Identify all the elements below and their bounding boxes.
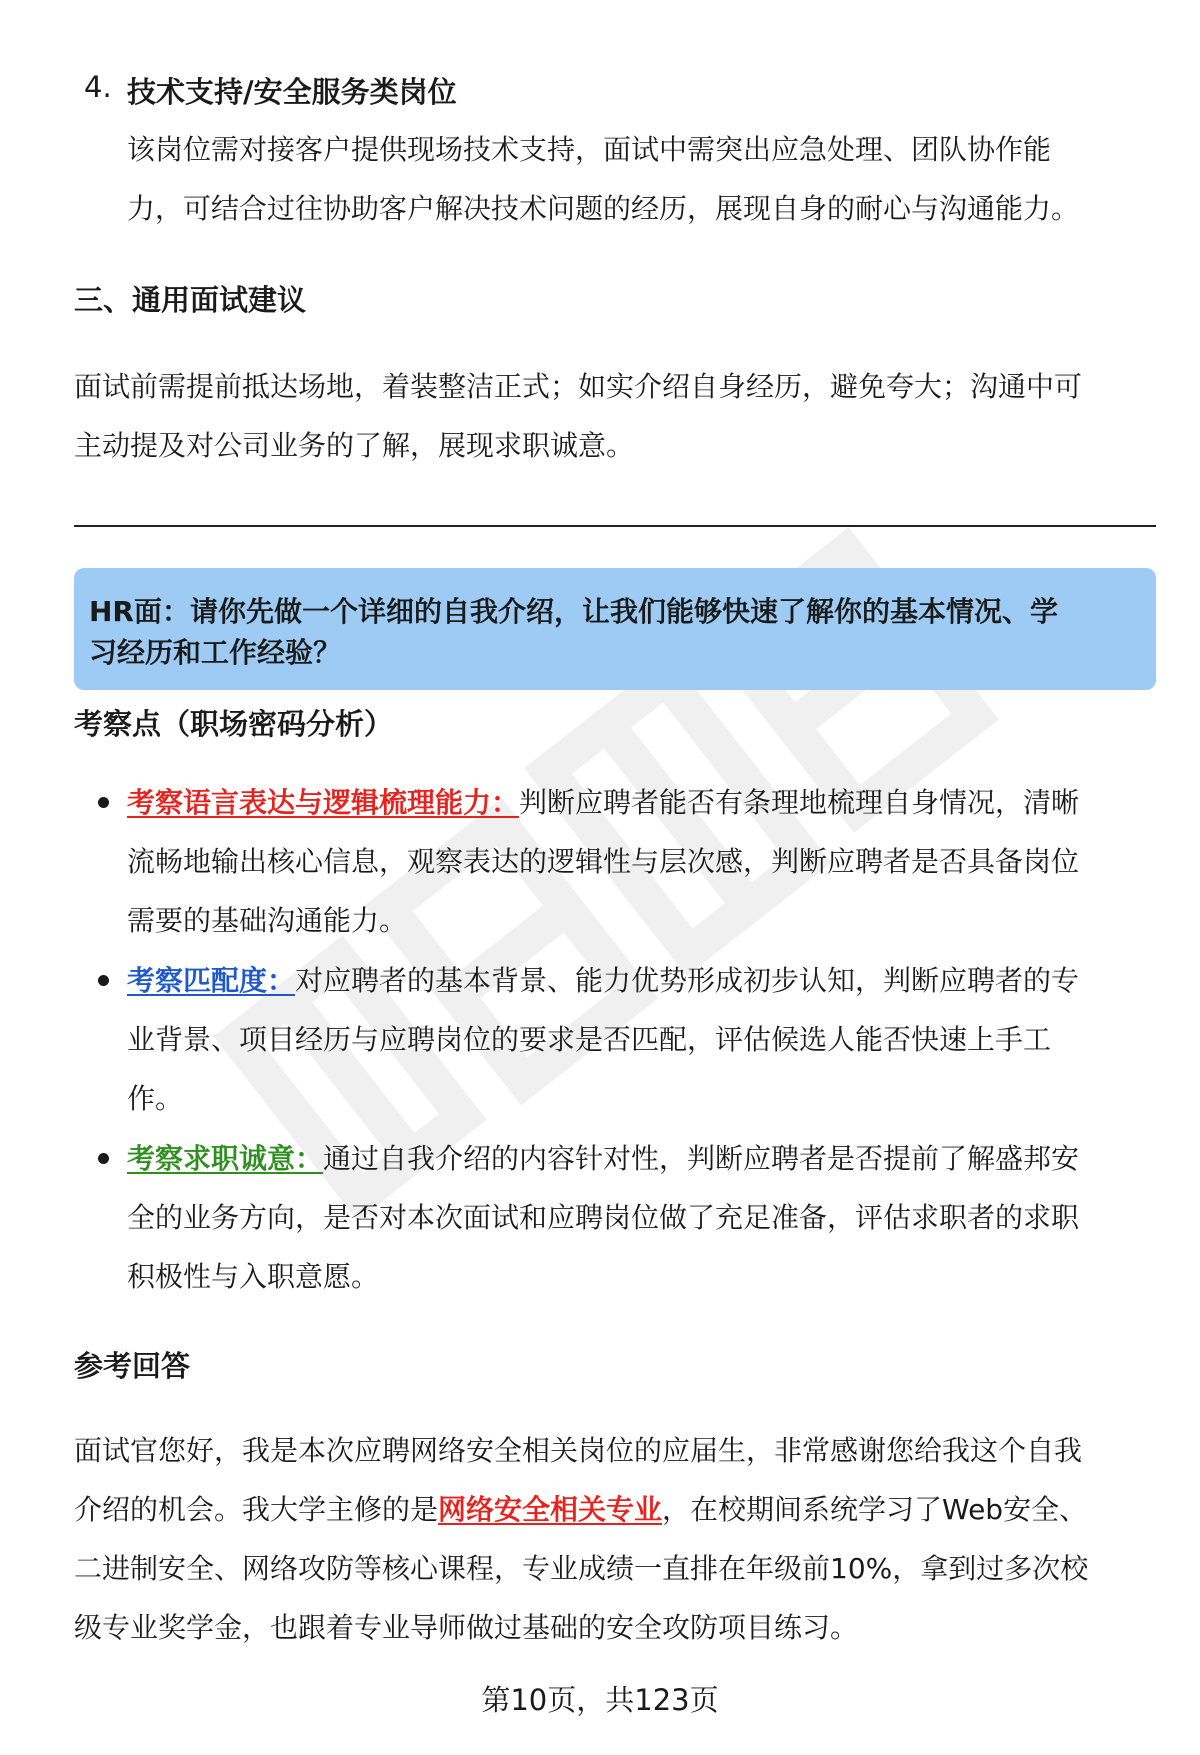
section3-line-2: 主动提及对公司业务的了解，展现求职诚意。 [74,429,635,462]
reference-line-2-after: ，在校期间系统学习了Web安全、 [662,1493,1088,1526]
bullet-1-keyword: 考察语言表达与逻辑梳理能力： [127,786,520,819]
section-divider [74,525,1156,527]
hr-question-line-1: HR面：请你先做一个详细的自我介绍，让我们能够快速了解你的基本情况、学 [89,595,1058,628]
bullet-2-line-2: 业背景、项目经历与应聘岗位的要求是否匹配，评估候选人能否快速上手工 [127,1023,1052,1056]
hr-question-line-2: 习经历和工作经验？ [89,636,342,669]
bullet-1-line-1 [127,773,1079,832]
bullet-dot [98,797,109,808]
section3-line-1: 面试前需提前抵达场地，着装整洁正式；如实介绍自身经历，避免夸大；沟通中可 [74,370,1083,403]
bullet-2-text: 对应聘者的基本背景、能力优势形成初步认知，判断应聘者的专 [295,964,1080,997]
bullet-2-line-3: 作。 [127,1082,184,1115]
analysis-title: 考察点（职场密码分析） [74,707,394,741]
section4-title: 技术支持/安全服务类岗位 [127,75,457,109]
hr-question-box [74,568,1156,690]
reference-line-4: 级专业奖学金，也跟着专业导师做过基础的安全攻防项目练习。 [74,1611,859,1644]
section3-title: 三、通用面试建议 [74,283,307,317]
section4-line-2: 力，可结合过往协助客户解决技术问题的经历，展现自身的耐心与沟通能力。 [127,192,1080,225]
bullet-3-line-1 [127,1129,1079,1188]
bullet-2-line-1 [127,951,1079,1010]
reference-line-2-before: 介绍的机会。我大学主修的是 [74,1493,439,1526]
bullet-1-text: 判断应聘者能否有条理地梳理自身情况，清晰 [519,786,1080,819]
reference-highlight: 网络安全相关专业 [438,1493,663,1526]
section4-line-1: 该岗位需对接客户提供现场技术支持，面试中需突出应急处理、团队协作能 [127,133,1052,166]
bullet-2-keyword: 考察匹配度： [127,964,296,997]
reference-line-2 [74,1480,1087,1539]
reference-line-1: 面试官您好，我是本次应聘网络安全相关岗位的应届生，非常感谢您给我这个自我 [74,1434,1083,1467]
section4-number: 4. [84,70,112,104]
bullet-3-line-2: 全的业务方向，是否对本次面试和应聘岗位做了充足准备，评估求职者的求职 [127,1201,1080,1234]
bullet-dot [98,975,109,986]
bullet-1-line-3: 需要的基础沟通能力。 [127,904,408,937]
reference-title: 参考回答 [74,1349,191,1383]
bullet-1-line-2: 流畅地输出核心信息，观察表达的逻辑性与层次感，判断应聘者是否具备岗位 [127,845,1080,878]
page-number: 第10页，共123页 [481,1683,719,1717]
bullet-3-line-3: 积极性与入职意愿。 [127,1260,380,1293]
reference-line-3: 二进制安全、网络攻防等核心课程，专业成绩一直排在年级前10%，拿到过多次校 [74,1552,1089,1585]
bullet-dot [98,1153,109,1164]
bullet-3-keyword: 考察求职诚意： [127,1142,324,1175]
bullet-3-text: 通过自我介绍的内容针对性，判断应聘者是否提前了解盛邦安 [323,1142,1080,1175]
